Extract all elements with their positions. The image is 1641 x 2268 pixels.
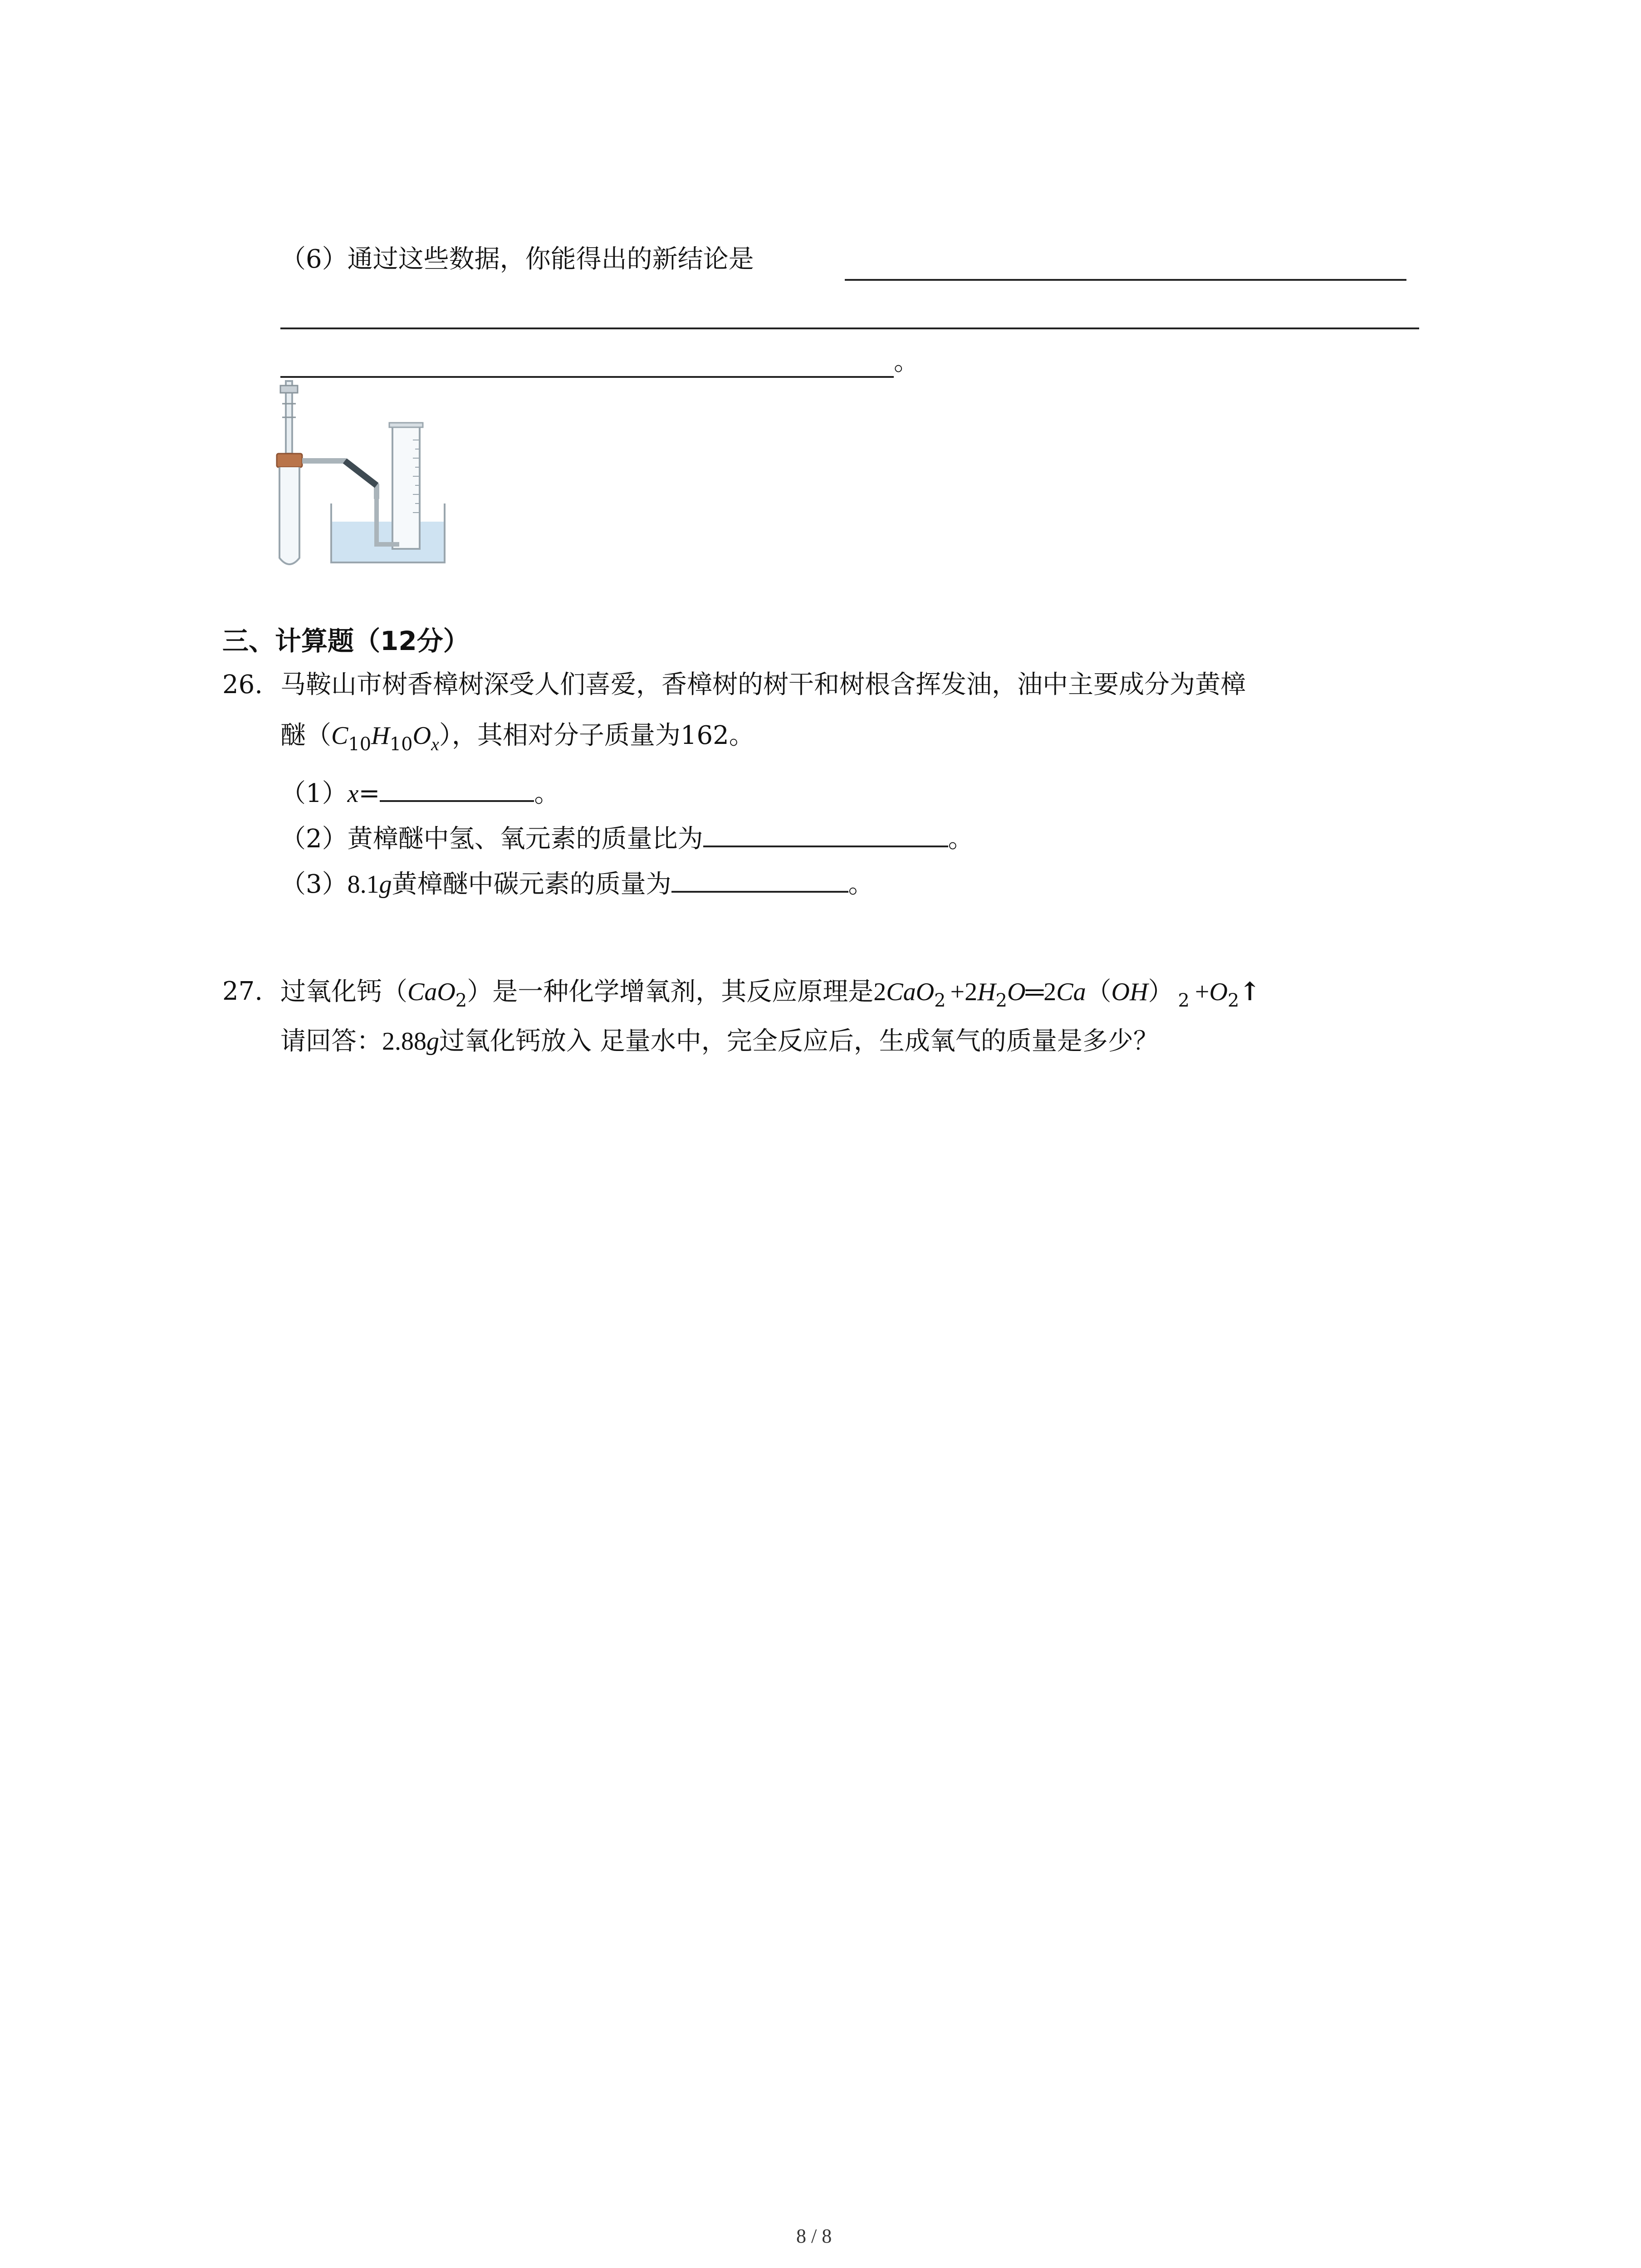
q27-line2-a: 请回答：	[280, 1026, 382, 1056]
q25-6-prompt	[280, 244, 754, 274]
formula-h: H	[371, 722, 390, 750]
q26-part3-answer-blank[interactable]	[671, 891, 848, 893]
q26-stem-line2	[280, 721, 754, 755]
q26-part1-var: x	[347, 780, 359, 808]
q26-stem-line1: 马鞍山市树香樟树深受人们喜爱，香樟树的树干和树根含挥发油，油中主要成分为黄樟	[280, 670, 1246, 699]
q25-6-text: （6）通过这些数据，你能得出的新结论是	[280, 244, 754, 274]
q26-stem-after: ），其相对分子质量为162。	[439, 721, 754, 750]
reactant-plus: +	[950, 978, 965, 1006]
q26-part3-unit: g	[379, 870, 392, 899]
q27-line2	[280, 1026, 1159, 1056]
reactant-coef2: 2	[965, 978, 978, 1006]
q27-line1	[280, 977, 1261, 1011]
product-paren-open: （	[1086, 977, 1112, 1007]
graduated-cylinder	[392, 426, 420, 549]
q26-part1-eq: =	[358, 779, 380, 808]
rubber-stopper	[277, 454, 302, 467]
test-tube	[279, 467, 299, 564]
reactant-cao: CaO	[886, 978, 935, 1006]
q27-line2-b: 过氧化钙放入 足量水中，完全反应后，生成氧气的质量是多少？	[439, 1026, 1159, 1056]
q26-part3-text: 黄樟醚中碳元素的质量为	[392, 870, 671, 899]
section-title: 三、计算题（12分）	[222, 626, 470, 656]
page-number: 8 / 8	[796, 2225, 832, 2247]
q27-line2-unit: g	[426, 1027, 439, 1056]
product-sub: 2	[1178, 990, 1190, 1011]
reactant-coef1: 2	[873, 978, 887, 1006]
gas-collection-apparatus-image	[263, 372, 454, 572]
reactant-h: H	[977, 978, 996, 1006]
product-plus: +	[1195, 978, 1210, 1006]
reactant-o: O	[1007, 978, 1026, 1006]
formula-o: O	[412, 722, 431, 750]
cao2-main: CaO	[407, 978, 456, 1006]
cao2-sub: 2	[455, 990, 467, 1011]
q27-line1-b: ）是一种化学增氧剂，其反应原理是	[467, 977, 874, 1007]
product-oh: OH	[1111, 978, 1148, 1006]
q26-part3	[280, 872, 874, 897]
answer-line-1[interactable]	[845, 279, 1406, 281]
q26-part3-end: 。	[848, 870, 874, 899]
water	[332, 522, 444, 562]
q26-part1-end: 。	[534, 779, 560, 808]
q26-part1-label: （1）	[280, 779, 348, 808]
q27-line2-value: 2.88	[382, 1027, 426, 1056]
q26-part1-answer-blank[interactable]	[380, 800, 534, 802]
formula-c-sub: 10	[348, 734, 372, 755]
q26-stem-before: 醚（	[280, 721, 331, 750]
answer-line-2[interactable]	[280, 327, 1419, 329]
product-ca: Ca	[1056, 978, 1086, 1006]
product-o: O	[1209, 978, 1228, 1006]
formula-h-sub: 10	[389, 734, 413, 755]
reactant-sub2: 2	[995, 990, 1007, 1011]
product-paren-close: ）	[1148, 977, 1174, 1007]
product-coef: 2	[1043, 978, 1057, 1006]
q26-number: 26.	[222, 670, 263, 699]
q26-part3-value: 8.1	[347, 870, 379, 899]
q26-part2-end: 。	[948, 824, 974, 854]
q26-part3-label: （3）	[280, 870, 348, 899]
product-osub: 2	[1227, 990, 1239, 1011]
reactant-sub1: 2	[934, 990, 946, 1011]
gas-arrow-icon: ↑	[1239, 977, 1261, 1007]
q27-number: 27.	[222, 977, 263, 1006]
formula-c: C	[331, 722, 348, 750]
equals-sign: ═	[1025, 978, 1044, 1006]
q26-part2-text: （2）黄樟醚中氢、氧元素的质量比为	[280, 824, 703, 854]
q26-part1	[280, 781, 559, 807]
q26-part2	[280, 826, 974, 852]
q26-part2-answer-blank[interactable]	[703, 846, 948, 847]
stopcock	[280, 386, 298, 393]
formula-o-sub: x	[431, 734, 439, 754]
q25-6-end-mark: 。	[894, 347, 919, 376]
q27-line1-a: 过氧化钙（	[280, 977, 407, 1007]
